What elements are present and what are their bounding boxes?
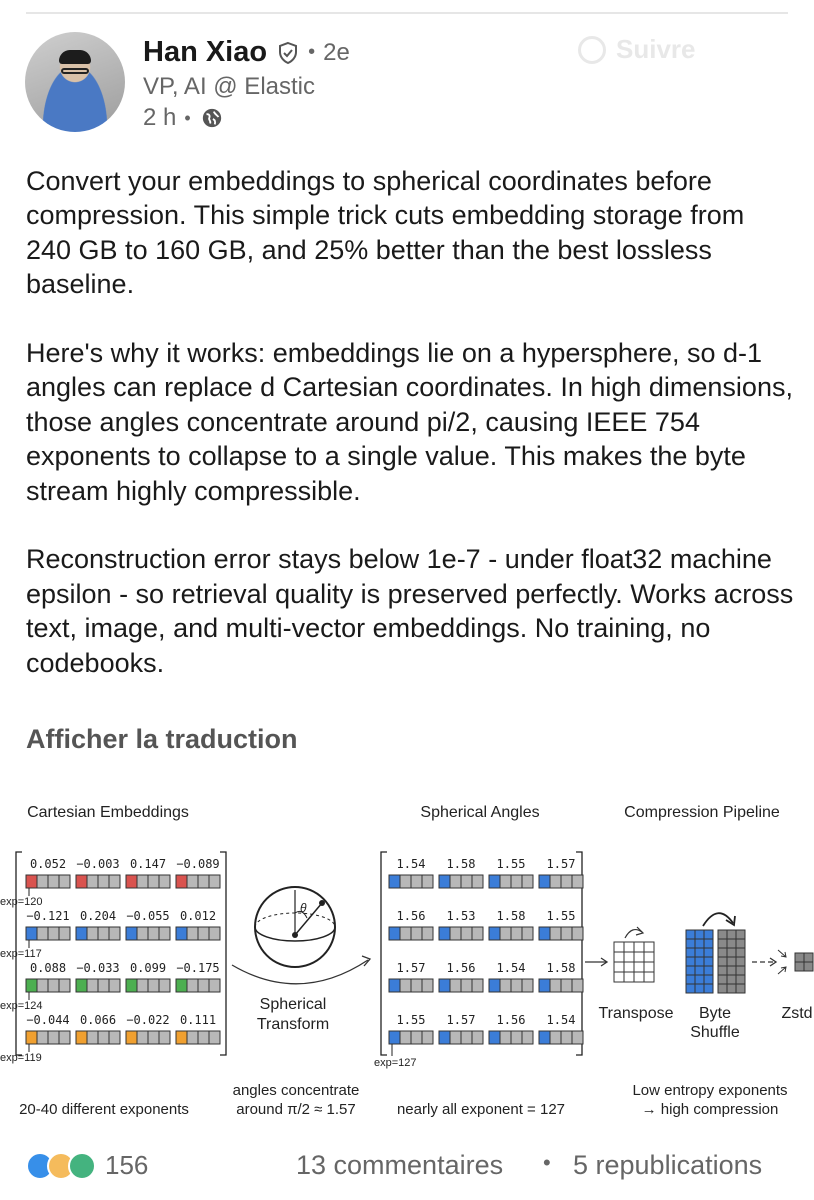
transpose-label: Transpose: [598, 1005, 674, 1022]
shuffle-cell-exponent: [695, 948, 704, 957]
bit-cell: [500, 979, 511, 992]
shuffle-cell-mantissa: [736, 957, 745, 966]
cartesian-value: 0.204: [79, 909, 117, 923]
transpose-cell: [644, 942, 654, 952]
plus-icon: [578, 36, 606, 64]
spherical-value: 1.56: [396, 909, 426, 923]
transpose-cell: [634, 962, 644, 972]
avatar[interactable]: [25, 32, 125, 132]
reposts-count[interactable]: 5 republications: [573, 1150, 763, 1180]
bit-cell: [450, 979, 461, 992]
post-time: 2 h: [143, 104, 177, 131]
bit-cell: [209, 875, 220, 888]
bit-cell: [76, 979, 87, 992]
bit-cell: [550, 979, 561, 992]
exp-label: exp=124: [0, 1000, 43, 1012]
shuffle-cell-mantissa: [718, 930, 727, 939]
cartesian-value: 0.111: [179, 1013, 217, 1027]
cartesian-value: −0.175: [176, 961, 220, 975]
bit-cell: [76, 875, 87, 888]
shuffle-cell-mantissa: [736, 948, 745, 957]
bit-cell: [126, 1031, 137, 1044]
post-meta: [143, 104, 223, 132]
theta-label: θ: [300, 901, 307, 915]
shuffle-cell-exponent: [704, 975, 713, 984]
bit-cell: [500, 875, 511, 888]
follow-label: Suivre: [616, 34, 696, 64]
bit-cell: [522, 1031, 533, 1044]
byte-shuffle-label-2: Shuffle: [690, 1024, 740, 1041]
bit-cell: [439, 927, 450, 940]
author-name[interactable]: Han Xiao: [143, 36, 268, 68]
bit-cell: [500, 927, 511, 940]
transpose-cell: [624, 962, 634, 972]
shuffle-cell-exponent: [704, 948, 713, 957]
shuffle-cell-exponent: [686, 957, 695, 966]
title-pipeline: Compression Pipeline: [624, 804, 780, 821]
bit-cell: [198, 979, 209, 992]
shuffle-cell-mantissa: [736, 984, 745, 993]
bit-cell: [76, 1031, 87, 1044]
bit-cell: [109, 927, 120, 940]
bit-cell: [500, 1031, 511, 1044]
bit-cell: [522, 927, 533, 940]
bit-cell: [148, 875, 159, 888]
caption-entropy-2: → high compression: [641, 1101, 779, 1118]
top-divider: [26, 12, 788, 14]
bit-cell: [109, 875, 120, 888]
transpose-cell: [624, 952, 634, 962]
shuffle-cell-mantissa: [736, 939, 745, 948]
shuffle-cell-exponent: [695, 984, 704, 993]
cartesian-value: 0.088: [29, 961, 67, 975]
bit-cell: [539, 927, 550, 940]
bit-cell: [411, 875, 422, 888]
bit-cell: [472, 927, 483, 940]
cartesian-value: −0.055: [126, 909, 170, 923]
footer-separator: •: [543, 1150, 551, 1175]
dot-separator: •: [308, 41, 316, 63]
bit-cell: [539, 1031, 550, 1044]
shuffle-cell-exponent: [686, 975, 695, 984]
bit-cell: [561, 1031, 572, 1044]
spherical-value: 1.57: [546, 857, 576, 871]
bit-cell: [511, 875, 522, 888]
caption-angles-2: around π/2 ≈ 1.57: [236, 1101, 356, 1118]
bit-cell: [37, 979, 48, 992]
bit-cell: [411, 1031, 422, 1044]
bit-cell: [209, 927, 220, 940]
bit-cell: [98, 875, 109, 888]
shuffle-cell-mantissa: [736, 930, 745, 939]
bit-cell: [439, 979, 450, 992]
spherical-value: 1.57: [446, 1013, 476, 1027]
spherical-value: 1.54: [396, 857, 426, 871]
bit-cell: [439, 875, 450, 888]
transpose-cell: [634, 942, 644, 952]
bit-cell: [98, 979, 109, 992]
bit-cell: [411, 927, 422, 940]
bit-cell: [209, 979, 220, 992]
arrow-to-zstd: [752, 950, 786, 974]
bit-cell: [26, 927, 37, 940]
bit-cell: [461, 979, 472, 992]
bit-cell: [109, 979, 120, 992]
post-footer: [0, 1146, 814, 1186]
bit-cell: [472, 875, 483, 888]
shuffle-cell-exponent: [704, 957, 713, 966]
spherical-value: 1.58: [546, 961, 576, 975]
bit-cell: [159, 979, 170, 992]
cartesian-value: 0.099: [129, 961, 167, 975]
transpose-cell: [644, 972, 654, 982]
transform-label-2: Transform: [256, 1016, 330, 1033]
bit-cell: [550, 927, 561, 940]
bit-cell: [176, 927, 187, 940]
bit-cell: [450, 927, 461, 940]
bit-cell: [400, 927, 411, 940]
exp-label: exp=117: [0, 948, 42, 960]
bit-cell: [389, 875, 400, 888]
author-name-row: [143, 36, 350, 69]
matrix-bracket: [220, 852, 226, 1055]
bit-cell: [137, 1031, 148, 1044]
bit-cell: [48, 927, 59, 940]
title-cartesian: Cartesian Embeddings: [27, 804, 189, 821]
spherical-value: 1.58: [446, 857, 476, 871]
bit-cell: [522, 875, 533, 888]
verified-shield-icon: [276, 41, 300, 65]
bit-cell: [176, 979, 187, 992]
bit-cell: [159, 1031, 170, 1044]
bit-cell: [159, 875, 170, 888]
shuffle-cell-mantissa: [736, 975, 745, 984]
bit-cell: [176, 1031, 187, 1044]
bit-cell: [461, 1031, 472, 1044]
bit-cell: [450, 875, 461, 888]
bit-cell: [148, 927, 159, 940]
cartesian-value: 0.066: [79, 1013, 117, 1027]
bit-cell: [572, 979, 583, 992]
bit-cell: [159, 927, 170, 940]
bit-cell: [87, 875, 98, 888]
cartesian-value: −0.121: [26, 909, 70, 923]
bit-cell: [137, 875, 148, 888]
shuffle-cell-exponent: [704, 966, 713, 975]
spherical-value: 1.55: [546, 909, 576, 923]
bit-cell: [422, 875, 433, 888]
spherical-value: 1.56: [496, 1013, 526, 1027]
transpose-cell: [644, 962, 654, 972]
shuffle-cell-exponent: [695, 966, 704, 975]
bit-cell: [472, 979, 483, 992]
shuffle-cell-exponent: [686, 966, 695, 975]
bit-cell: [187, 927, 198, 940]
bit-cell: [400, 875, 411, 888]
shuffle-cell-mantissa: [727, 984, 736, 993]
shuffle-cell-exponent: [686, 939, 695, 948]
matrix-bracket: [381, 852, 387, 1055]
bit-cell: [422, 1031, 433, 1044]
caption-exponents: 20-40 different exponents: [19, 1101, 189, 1118]
shuffle-cell-exponent: [695, 939, 704, 948]
bit-cell: [187, 1031, 198, 1044]
shuffle-cell-mantissa: [727, 939, 736, 948]
spherical-value: 1.57: [396, 961, 426, 975]
reaction-count[interactable]: 156: [105, 1150, 149, 1180]
shuffle-cell-exponent: [695, 957, 704, 966]
spherical-value: 1.54: [546, 1013, 576, 1027]
celebrate-reaction-icon: [68, 1152, 96, 1180]
connection-degree: 2e: [323, 38, 350, 66]
caption-entropy-1: Low entropy exponents: [632, 1082, 788, 1099]
avatar-glasses: [61, 68, 89, 74]
bit-cell: [472, 1031, 483, 1044]
bit-cell: [148, 979, 159, 992]
bit-cell: [489, 1031, 500, 1044]
follow-button[interactable]: [578, 34, 696, 65]
shuffle-cell-exponent: [686, 948, 695, 957]
bit-cell: [37, 1031, 48, 1044]
bit-cell: [572, 875, 583, 888]
spherical-matrix: [374, 852, 583, 1069]
avatar-hair: [59, 50, 91, 64]
byte-shuffle-grid: [686, 930, 745, 993]
post-paragraph: Convert your embeddings to spherical coordinates before compression. This simple trick cuts embedding storage from 240 GB to 160 GB, and 25% better than the best lossless baseline.: [26, 166, 745, 300]
meta-dot: •: [184, 107, 191, 128]
post-paragraph: Reconstruction error stays below 1e-7 - under float32 machine epsilon - so retrieval quality is preserved perfectly. Works across text, image, and multi-vector embeddings. No training, no codebooks.: [26, 544, 794, 678]
bit-cell: [572, 1031, 583, 1044]
shuffle-cell-mantissa: [718, 975, 727, 984]
shuffle-cell-mantissa: [718, 939, 727, 948]
shuffle-cell-mantissa: [718, 984, 727, 993]
bit-cell: [137, 927, 148, 940]
cartesian-value: −0.033: [76, 961, 120, 975]
bit-cell: [98, 1031, 109, 1044]
cartesian-value: −0.044: [26, 1013, 70, 1027]
bit-cell: [59, 875, 70, 888]
globe-icon: [201, 107, 223, 129]
cartesian-matrix: [0, 852, 226, 1064]
bit-cell: [87, 927, 98, 940]
transpose-cell: [614, 962, 624, 972]
spherical-value: 1.58: [496, 909, 526, 923]
byte-shuffle-label-1: Byte: [698, 1005, 732, 1022]
transpose-cell: [624, 942, 634, 952]
exp-label: exp=127: [374, 1057, 417, 1069]
transpose-cell: [614, 972, 624, 982]
bit-cell: [187, 979, 198, 992]
bit-cell: [511, 1031, 522, 1044]
exp-label: exp=120: [0, 896, 43, 908]
sphere-diagram: [255, 887, 335, 967]
shuffle-cell-mantissa: [736, 966, 745, 975]
cartesian-value: 0.012: [179, 909, 217, 923]
bit-cell: [489, 927, 500, 940]
transpose-cell: [634, 952, 644, 962]
bit-cell: [539, 979, 550, 992]
shuffle-cell-exponent: [704, 984, 713, 993]
bit-cell: [176, 875, 187, 888]
bit-cell: [561, 875, 572, 888]
bit-cell: [59, 927, 70, 940]
bit-cell: [37, 875, 48, 888]
bit-cell: [489, 979, 500, 992]
bit-cell: [511, 979, 522, 992]
spherical-value: 1.55: [396, 1013, 426, 1027]
bit-cell: [198, 1031, 209, 1044]
bit-cell: [400, 1031, 411, 1044]
bit-cell: [389, 1031, 400, 1044]
author-headline: VP, AI @ Elastic: [143, 73, 315, 100]
bit-cell: [187, 875, 198, 888]
spherical-value: 1.55: [496, 857, 526, 871]
bit-cell: [59, 1031, 70, 1044]
shuffle-arrow: [703, 913, 733, 926]
bit-cell: [489, 875, 500, 888]
transpose-cell: [624, 972, 634, 982]
zstd-block: [795, 953, 813, 971]
transpose-cell: [644, 952, 654, 962]
shuffle-cell-mantissa: [718, 966, 727, 975]
transform-label-1: Spherical: [259, 996, 327, 1013]
bit-cell: [461, 875, 472, 888]
bit-cell: [389, 979, 400, 992]
bit-cell: [126, 875, 137, 888]
bit-cell: [411, 979, 422, 992]
bit-cell: [561, 927, 572, 940]
bit-cell: [76, 927, 87, 940]
cartesian-value: 0.052: [29, 857, 67, 871]
cartesian-value: −0.003: [76, 857, 120, 871]
shuffle-cell-mantissa: [727, 966, 736, 975]
transpose-cell: [614, 952, 624, 962]
shuffle-cell-mantissa: [727, 975, 736, 984]
caption-angles-1: angles concentrate: [232, 1082, 360, 1099]
bit-cell: [59, 979, 70, 992]
shuffle-cell-mantissa: [718, 957, 727, 966]
arrow-to-transpose: [585, 958, 607, 966]
shuffle-cell-exponent: [695, 930, 704, 939]
shuffle-cell-exponent: [686, 984, 695, 993]
bit-cell: [400, 979, 411, 992]
shuffle-cell-exponent: [704, 930, 713, 939]
bit-cell: [48, 979, 59, 992]
bit-cell: [109, 1031, 120, 1044]
shuffle-cell-exponent: [704, 939, 713, 948]
bit-cell: [148, 1031, 159, 1044]
bit-cell: [87, 1031, 98, 1044]
bit-cell: [209, 1031, 220, 1044]
bit-cell: [198, 927, 209, 940]
transpose-grid: [614, 942, 654, 982]
shuffle-cell-exponent: [695, 975, 704, 984]
transform-arrow: [232, 960, 368, 984]
shuffle-cell-exponent: [686, 930, 695, 939]
exp-label: exp=119: [0, 1052, 42, 1064]
shuffle-cell-mantissa: [727, 948, 736, 957]
spherical-value: 1.56: [446, 961, 476, 975]
bit-cell: [539, 875, 550, 888]
reactions[interactable]: [26, 1150, 148, 1181]
bit-cell: [450, 1031, 461, 1044]
bit-cell: [439, 1031, 450, 1044]
bit-cell: [126, 927, 137, 940]
bit-cell: [422, 979, 433, 992]
cartesian-value: 0.147: [129, 857, 167, 871]
bit-cell: [511, 927, 522, 940]
bit-cell: [561, 979, 572, 992]
transpose-cell: [634, 972, 644, 982]
shuffle-cell-mantissa: [718, 948, 727, 957]
bit-cell: [461, 927, 472, 940]
post-paragraph: Here's why it works: embeddings lie on a hypersphere, so d-1 angles can replace d Cartesian coordinates. In high dimensions, those angles concentrate around pi/2, causing IEEE 754 exponents to collapse to a single value. This makes the byte stream highly compressible.: [26, 338, 793, 506]
cartesian-value: −0.022: [126, 1013, 170, 1027]
bit-cell: [522, 979, 533, 992]
bit-cell: [87, 979, 98, 992]
bit-cell: [37, 927, 48, 940]
bit-cell: [198, 875, 209, 888]
shuffle-cell-mantissa: [727, 957, 736, 966]
title-spherical: Spherical Angles: [420, 804, 540, 821]
bit-cell: [389, 927, 400, 940]
caption-spherical: nearly all exponent = 127: [396, 1101, 566, 1118]
bit-cell: [126, 979, 137, 992]
bit-cell: [137, 979, 148, 992]
bit-cell: [48, 875, 59, 888]
bit-cell: [550, 1031, 561, 1044]
spherical-value: 1.54: [496, 961, 526, 975]
bit-cell: [550, 875, 561, 888]
transpose-cell: [614, 942, 624, 952]
shuffle-cell-mantissa: [727, 930, 736, 939]
post-text: [26, 164, 796, 714]
bit-cell: [26, 1031, 37, 1044]
spherical-compression-figure[interactable]: [0, 790, 814, 1130]
bit-cell: [26, 979, 37, 992]
cartesian-value: −0.089: [176, 857, 220, 871]
bit-cell: [422, 927, 433, 940]
bit-cell: [572, 927, 583, 940]
comments-count[interactable]: 13 commentaires: [296, 1150, 504, 1180]
bit-cell: [48, 1031, 59, 1044]
zstd-label: Zstd: [781, 1005, 813, 1022]
show-translation-link[interactable]: Afficher la traduction: [26, 724, 298, 754]
bit-cell: [26, 875, 37, 888]
bit-cell: [98, 927, 109, 940]
spherical-value: 1.53: [446, 909, 476, 923]
